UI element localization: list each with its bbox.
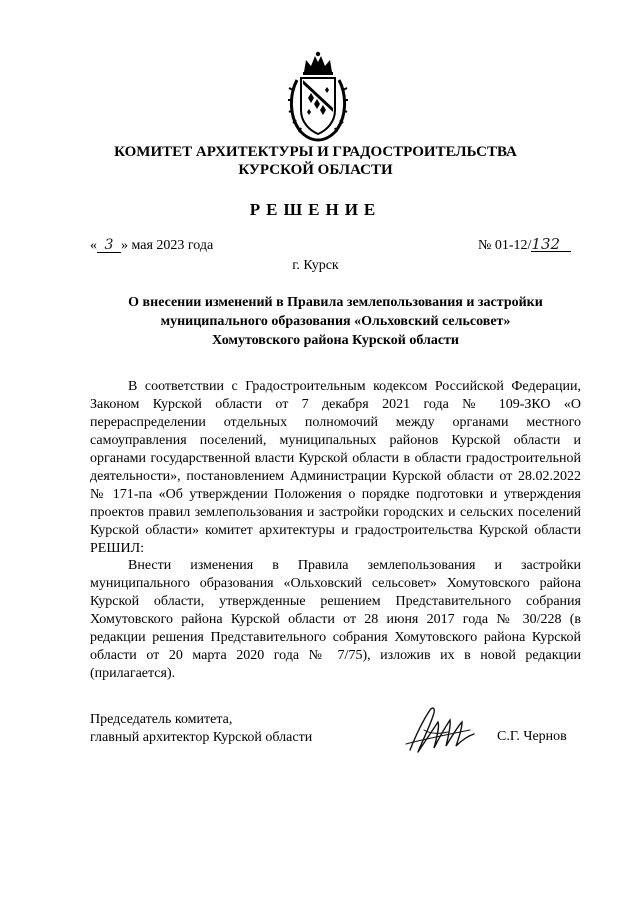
issuer-name-line2: КУРСКОЙ ОБЛАСТИ: [238, 162, 393, 178]
subject-line-2: муниципального образования «Ольховский сельсовет»: [160, 314, 511, 329]
body-paragraph-1: В соответствии с Градостроительным кодексом Российской Федерации, Законом Курской области от 7 декабря 2021 года № 109-ЗКО «О перераспределении отдельных полномочий между органами местного самоуправления поселений, муниципальных районов Курской области и органами государственной власти Курской области в области градостроительной деятельности», постановлением Администрации Курской области от 28.02.2022 № 171-па «Об утверждении Положения о порядке подготовки и утверждения проектов правил землепользования и застройки городских и сельских поселений Курской области» комитет архитектуры и градостроительства Курской области РЕШИЛ:: [90, 379, 581, 556]
body-paragraph-2: Внести изменения в Правила землепользования и застройки муниципального образования «Ольховский сельсовет» Хомутовского района Курской области, утвержденные решением Представительного собрания Хомутовского района Курской области от 28 июня 2017 года № 30/228 (в редакции решения Представительного собрания Хомутовского района Курской области от 20 марта 2020 года № 7/75), изложив их в новой редакции (прилагается).: [90, 558, 581, 681]
signatory-position-line1: Председатель комитета,: [90, 712, 233, 727]
document-number: [478, 235, 571, 254]
document-number-prefix: № 01-12/: [478, 238, 532, 253]
document-date: [90, 238, 213, 254]
coat-of-arms-icon: [287, 50, 349, 142]
signatory-name: С.Г. Чернов: [497, 729, 567, 744]
document-title: РЕШЕНИЕ: [249, 200, 382, 219]
date-day-handwritten: 3: [97, 239, 121, 253]
document-subject: [90, 293, 581, 350]
document-city: г. Курск: [292, 258, 339, 273]
date-open-quote: «: [90, 238, 97, 253]
date-month-year: » мая 2023 года: [121, 238, 214, 253]
subject-line-1: О внесении изменений в Правила землепользования и застройки: [128, 295, 543, 310]
signatory-position-line2: главный архитектор Курской области: [90, 730, 313, 745]
signatory-position: [90, 711, 312, 747]
document-number-handwritten: 132: [531, 238, 571, 252]
handwritten-signature: [400, 700, 480, 760]
issuer-name-line1: КОМИТЕТ АРХИТЕКТУРЫ И ГРАДОСТРОИТЕЛЬСТВА: [114, 144, 517, 160]
subject-line-3: Хомутовского района Курской области: [212, 333, 459, 348]
